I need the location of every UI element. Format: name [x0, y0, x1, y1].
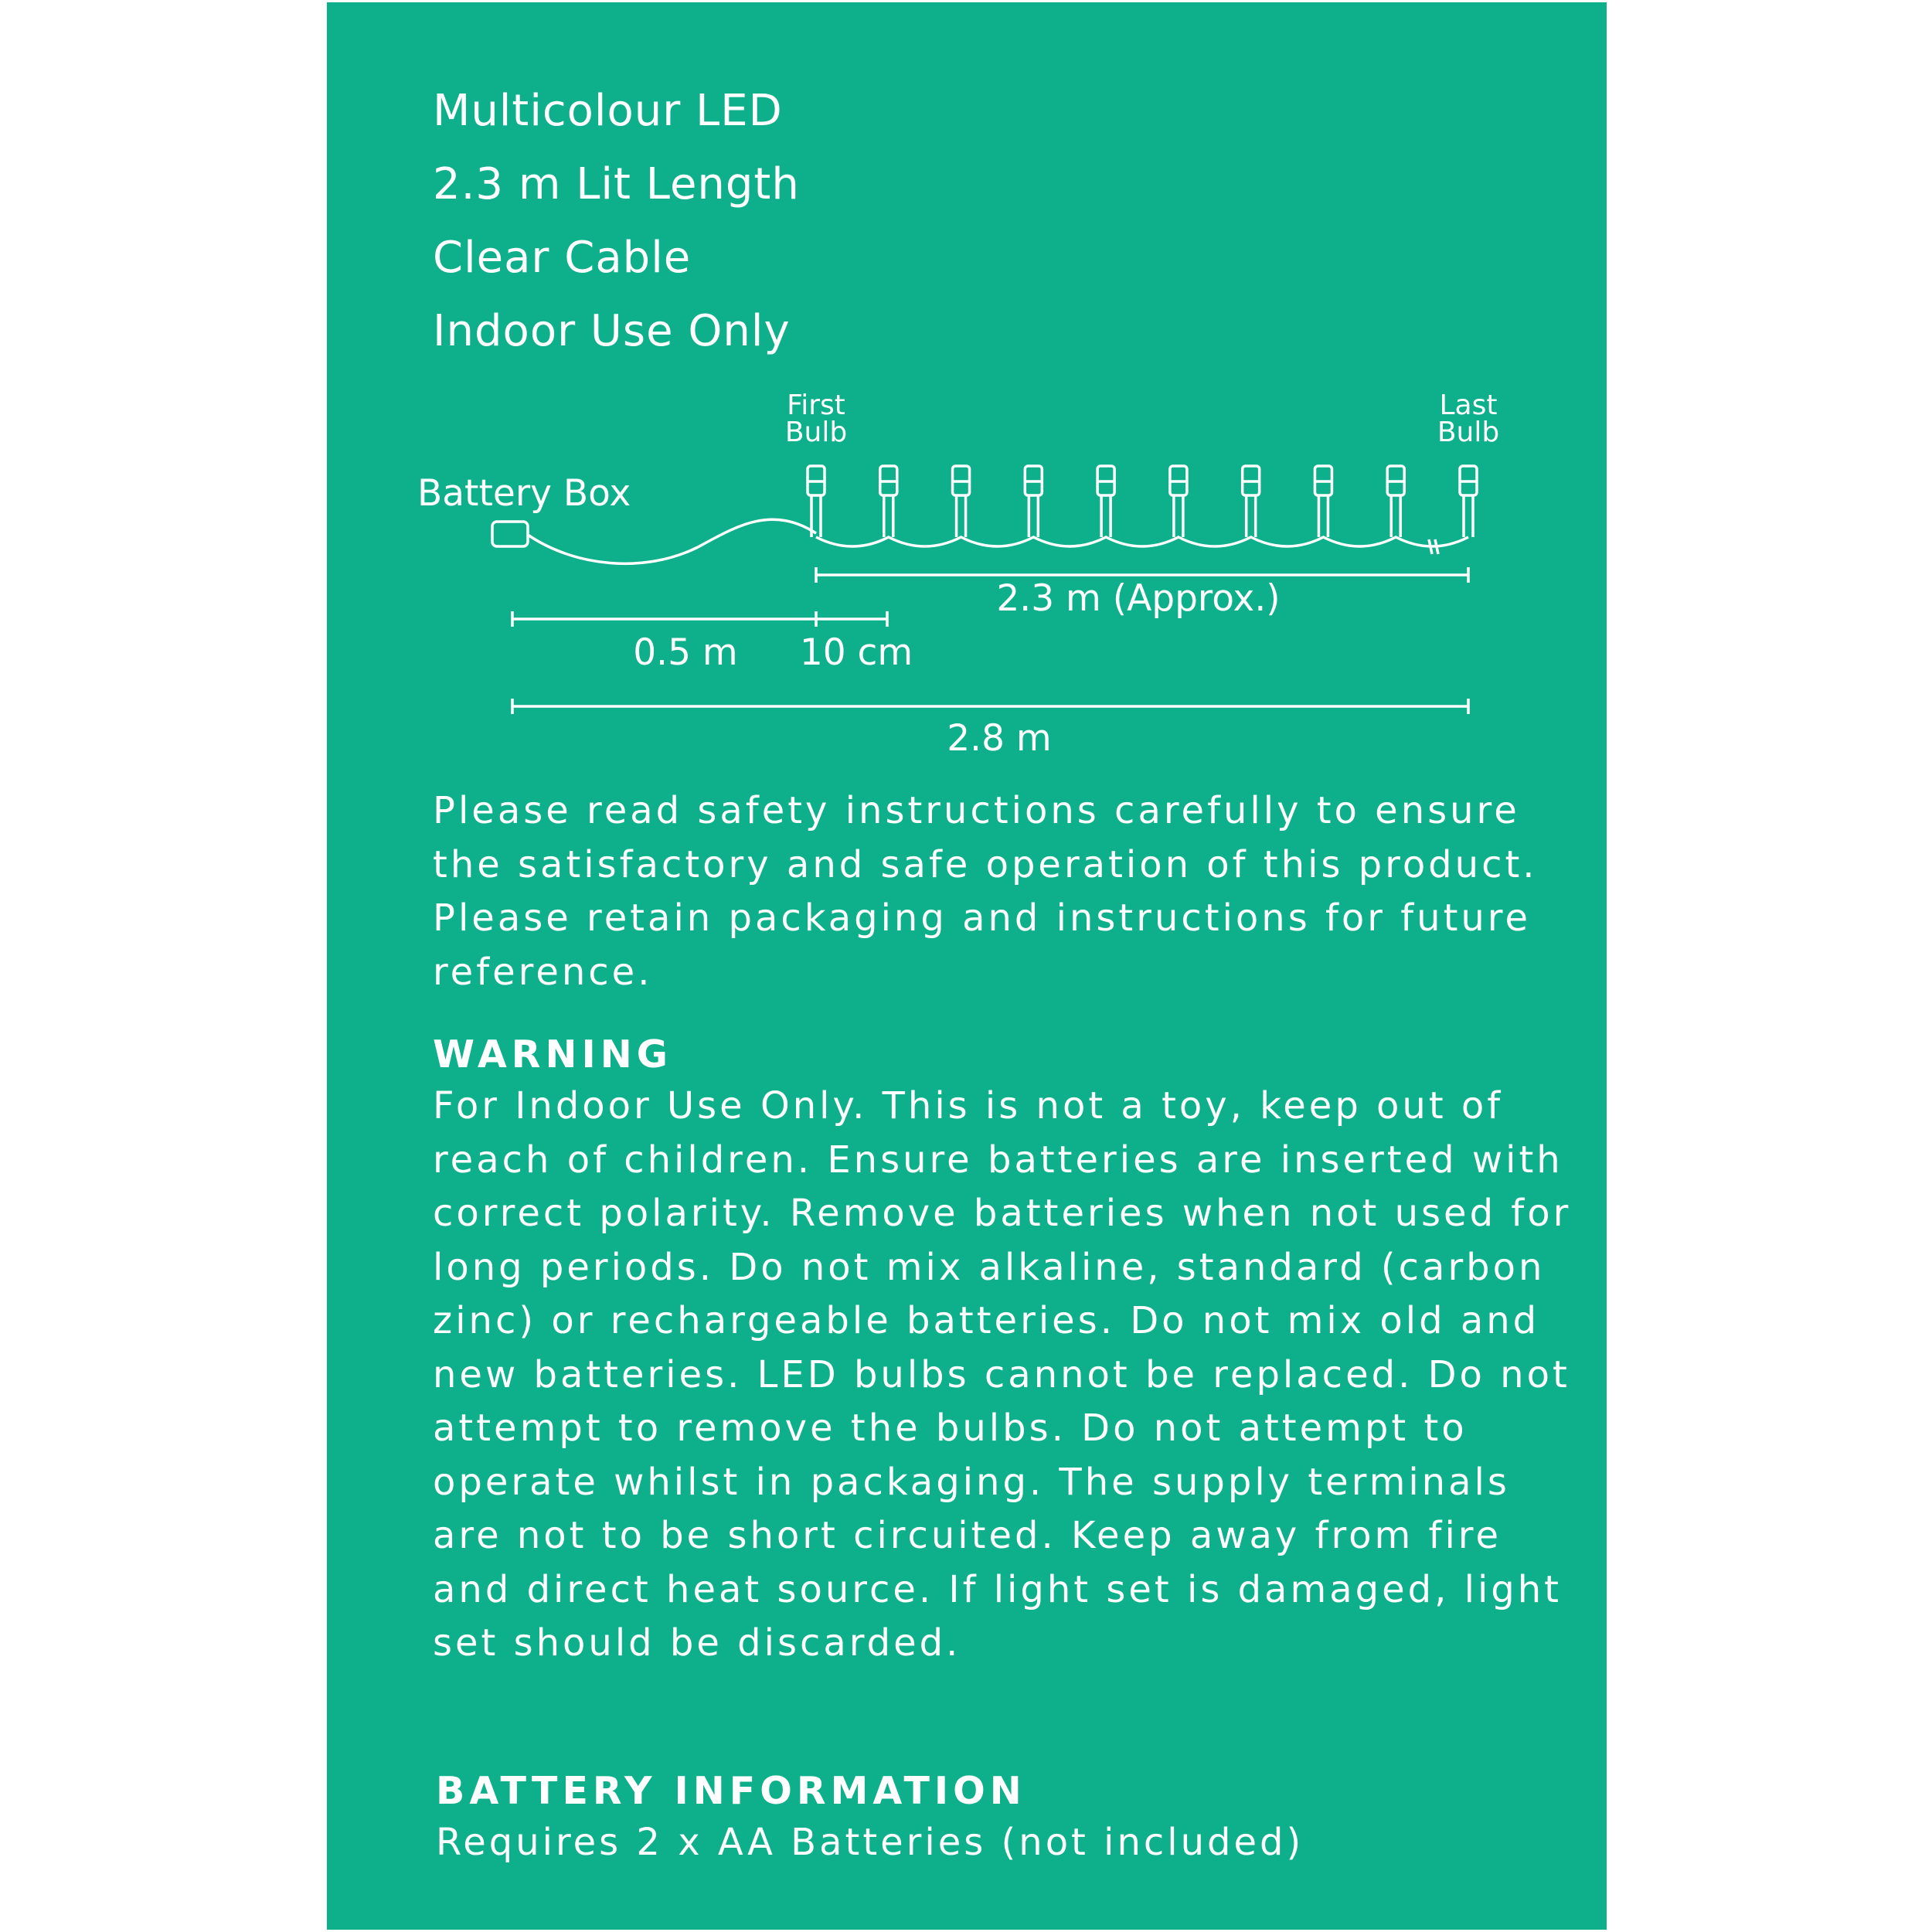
battery-info-text: Requires 2 x AA Batteries (not included)	[436, 1821, 1304, 1864]
battery-info-heading: BATTERY INFORMATION	[436, 1769, 1026, 1813]
first-bulb-label-line1: First	[787, 389, 845, 421]
break-mark	[1435, 539, 1438, 554]
lead-length-label: 0.5 m	[633, 631, 738, 674]
break-mark	[1429, 539, 1432, 554]
lit-length-label: 2.3 m (Approx.)	[996, 577, 1281, 620]
battery-box-icon	[492, 522, 528, 546]
total-length-label: 2.8 m	[947, 717, 1052, 760]
light-string-diagram	[327, 2, 1607, 775]
spec-lit-length: 2.3 m Lit Length	[433, 159, 800, 209]
spec-led-type: Multicolour LED	[433, 86, 783, 136]
last-bulb-label-line2: Bulb	[1437, 417, 1500, 448]
instruction-panel	[327, 2, 1607, 1930]
warning-text: For Indoor Use Only. This is not a toy, keep out of reach of children. Ensure batteries are inserted with correct polarity. Remove batteries when not used for long periods. Do not mix alkaline, standard (carbon zinc) or rechargeable batteries. Do not mix old and new batteries. LED bulbs cannot be replaced. Do not attempt to remove the bulbs. Do not attempt to operate whilst in packaging. The supply terminals are not to be short circuited. Keep away from fire and direct heat source. If light set is damaged, light set should be discarded.	[433, 1084, 1572, 1665]
first-bulb-label-line2: Bulb	[784, 417, 848, 448]
last-bulb-label-line1: Last	[1439, 389, 1498, 421]
lead-wire	[528, 519, 816, 563]
battery-box-label: Battery Box	[417, 472, 631, 515]
spec-cable: Clear Cable	[433, 233, 692, 283]
string-wire	[816, 537, 1468, 546]
gap-label: 10 cm	[799, 631, 913, 674]
spec-usage: Indoor Use Only	[433, 306, 791, 356]
warning-heading: WARNING	[433, 1032, 672, 1077]
safety-intro-text: Please read safety instructions carefully to ensure the satisfactory and safe operation of this product. Please retain packaging and instructions for future reference.	[433, 789, 1538, 994]
bulb-string	[808, 466, 1477, 546]
